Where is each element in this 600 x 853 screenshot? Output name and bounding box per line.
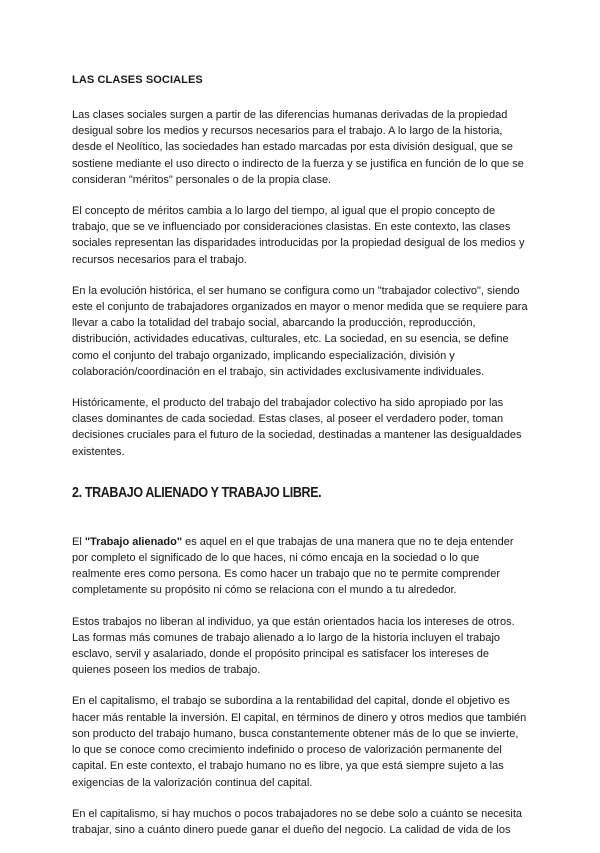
paragraph-trabajo-2: Estos trabajos no liberan al individuo, ya que están orientados hacia los intereses de otros. Las formas más comunes de trabajo alienado a lo largo de la historia incluyen el trabajo esclavo, servil y asalariado, donde el propósito principal es satisfacer los intereses de quienes poseen los medios de trabajo.: [72, 615, 515, 677]
paragraph-clases-2: El concepto de méritos cambia a lo largo del tiempo, al igual que el propio concepto de trabajo, que se ve influenciado por consideraciones clasistas. En este contexto, las clases sociales representan las disparidades introducidas por la propiedad desigual de los medios y recursos necesarios para el trabajo.: [72, 205, 525, 266]
paragraph-clases-3: En la evolución histórica, el ser humano se configura como un "trabajador colectivo", siendo este el conjunto de trabajadores organizados en mayor o menor medida que se requiere para llevar a cabo la totalidad del trabajo social, abarcando la producción, reproducción, distribución, actividades educativas, culturales, etc. La sociedad, en su esencia, se define como el conjunto del trabajo organizado, implicando especialización, división y colaboración/coordinación en el trabajo, sin actividades exclusivamente individuales.: [72, 284, 528, 378]
intro-rest: es aquel en el que trabajas de una manera que no te deja entender por completo el significado de lo que haces, ni cómo encaja en la sociedad o lo que realmente eres como persona. Es como hacer un trabajo que no te permite comprender completamente su propósito ni cómo se relaciona con el mundo a tu alrededor.: [72, 535, 514, 597]
section-title-trabajo-alienado: 2. TRABAJO ALIENADO Y TRABAJO LIBRE.: [72, 484, 322, 501]
paragraph-trabajo-3: En el capitalismo, el trabajo se subordina a la rentabilidad del capital, donde el objetivo es hacer más rentable la inversión. El capital, en términos de dinero y otros medios que también son producto del trabajo humano, busca constantemente obtener más de lo que se invierte, lo que se conoce como crecimiento indefinido o proceso de valorización permanente del capital. En este contexto, el trabajo humano no es libre, ya que está siempre sujeto a las exigencias de la valorización continua del capital.: [72, 695, 527, 789]
paragraph-trabajo-4: En el capitalismo, si hay muchos o pocos trabajadores no se debe solo a cuánto se necesita trabajar, sino a cuánto dinero puede ganar el dueño del negocio. La calidad de vida de los: [72, 807, 523, 836]
paragraph-trabajo-intro: [72, 534, 528, 599]
section-title-clases-sociales: LAS CLASES SOCIALES: [72, 74, 203, 86]
document-content: [72, 72, 528, 853]
paragraph-clases-4: Históricamente, el producto del trabajo del trabajador colectivo ha sido apropiado por las clases dominantes de cada sociedad. Estas clases, al poseer el verdadero poder, toman decisiones cruciales para el futuro de la sociedad, destinadas a mantener las desigualdades existentes.: [72, 397, 522, 458]
intro-bold-term: "Trabajo alienado": [84, 535, 183, 548]
intro-prefix: El: [72, 535, 85, 548]
paragraph-clases-1: Las clases sociales surgen a partir de las diferencias humanas derivadas de la propiedad desigual sobre los medios y recursos necesarios para el trabajo. A lo largo de la historia, desde el Neolítico, las sociedades han estado marcadas por esta división desigual, que se sostiene mediante el uso directo o indirecto de la fuerza y se justifica en función de lo que se consideran "méritos" personales o de la propia clase.: [72, 109, 524, 186]
